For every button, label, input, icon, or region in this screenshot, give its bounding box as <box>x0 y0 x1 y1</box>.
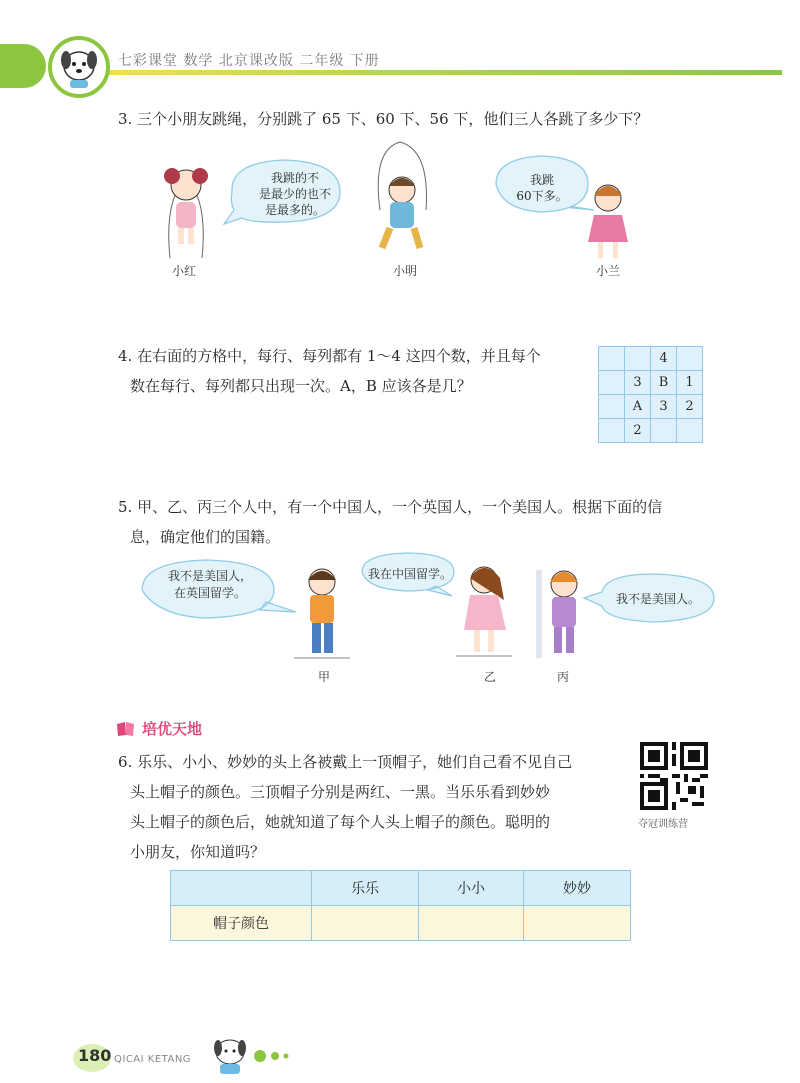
name-xiaoming: 小明 <box>393 264 418 278</box>
qr-caption: 夺冠训练营 <box>638 819 688 830</box>
grid-cell <box>677 419 703 443</box>
grid-cell <box>599 371 625 395</box>
boy-jia-figure <box>294 569 350 658</box>
footer-brand: QICAI KETANG <box>114 1054 192 1065</box>
answer-cell-xiaoxiao[interactable] <box>419 906 524 941</box>
name-yi: 乙 <box>484 670 497 684</box>
xiaohong-bubble-line-1: 我跳的不 <box>270 171 319 185</box>
question-4-line-2: 数在每行、每列都只出现一次。A，B 应该各是几？ <box>130 377 472 395</box>
answer-cell-miaomiao[interactable] <box>524 906 631 941</box>
question-5-line-1: 5. 甲、乙、丙三个人中，有一个中国人，一个英国人，一个美国人。根据下面的信 <box>118 498 663 516</box>
name-jia: 甲 <box>318 670 331 684</box>
question-6-line-1: 6. 乐乐、小小、妙妙的头上各被戴上一顶帽子，她们自己看不见自己 <box>118 753 573 771</box>
answer-cell-lele[interactable] <box>312 906 419 941</box>
section-title: 培优天地 <box>142 720 203 738</box>
table-header-miaomiao: 妙妙 <box>524 871 631 906</box>
question-6-line-4: 小朋友，你知道吗？ <box>130 843 266 861</box>
grid-cell: B <box>651 371 677 395</box>
grid-cell: 1 <box>677 371 703 395</box>
qr-code-icon <box>640 742 708 810</box>
table-header-xiaoxiao: 小小 <box>419 871 524 906</box>
name-bing: 丙 <box>557 670 570 684</box>
question-3-text: 3. 三个小朋友跳绳，分别跳了 65 下、60 下、56 下，他们三人各跳了多少下？ <box>118 110 649 128</box>
jia-bubble-line-1: 我不是美国人， <box>167 569 252 583</box>
grid-cell: 2 <box>625 419 651 443</box>
xiaolan-bubble-line-1: 我跳 <box>529 173 554 187</box>
q3-illustration <box>150 140 710 290</box>
grid-cell: 3 <box>625 371 651 395</box>
name-xiaohong: 小红 <box>172 264 197 278</box>
grid-cell: 4 <box>651 347 677 371</box>
footer-dog-icon <box>200 1030 300 1080</box>
xiaohong-bubble-line-3: 是最多的。 <box>264 203 325 217</box>
grid-cell <box>599 419 625 443</box>
bing-bubble-text: 我不是美国人。 <box>615 592 700 606</box>
grid-cell <box>651 419 677 443</box>
hat-color-table <box>170 870 631 941</box>
question-6-line-2: 头上帽子的颜色。三顶帽子分别是两红、一黑。当乐乐看到妙妙 <box>130 783 551 801</box>
xiaohong-bubble-line-2: 是最少的也不 <box>258 187 331 201</box>
grid-cell <box>677 347 703 371</box>
grid-cell <box>599 347 625 371</box>
question-6-line-3: 头上帽子的颜色后，她就知道了每个人头上帽子的颜色。聪明的 <box>130 813 551 831</box>
jia-bubble-line-2: 在英国留学。 <box>173 586 246 600</box>
table-header-lele: 乐乐 <box>312 871 419 906</box>
page-number: 180 <box>78 1046 112 1065</box>
girl-xiaohong-figure <box>164 168 208 258</box>
question-4-line-1: 4. 在右面的方格中，每行、每列都有 1～4 这四个数，并且每个 <box>118 347 541 365</box>
header-band <box>0 44 46 88</box>
grid-cell: 3 <box>651 395 677 419</box>
book-title: 七彩课堂 数学 北京课改版 二年级 下册 <box>118 53 380 69</box>
grid-cell <box>625 347 651 371</box>
boy-xiaoming-figure <box>378 142 426 248</box>
book-icon <box>116 721 136 737</box>
grid-cell <box>599 395 625 419</box>
table-header-corner <box>171 871 312 906</box>
girl-yi-figure <box>456 567 512 656</box>
number-grid <box>598 346 703 443</box>
table-row-label: 帽子颜色 <box>171 906 312 941</box>
xiaolan-bubble-line-2: 60下多。 <box>516 189 568 203</box>
grid-cell: 2 <box>677 395 703 419</box>
question-5-line-2: 息，确定他们的国籍。 <box>130 528 281 546</box>
header-rule <box>90 70 782 75</box>
dog-mascot-icon <box>48 36 110 98</box>
girl-xiaolan-figure <box>588 185 628 258</box>
yi-bubble-text: 我在中国留学。 <box>367 567 452 581</box>
name-xiaolan: 小兰 <box>596 264 621 278</box>
grid-cell: A <box>625 395 651 419</box>
girl-bing-figure <box>536 570 578 658</box>
